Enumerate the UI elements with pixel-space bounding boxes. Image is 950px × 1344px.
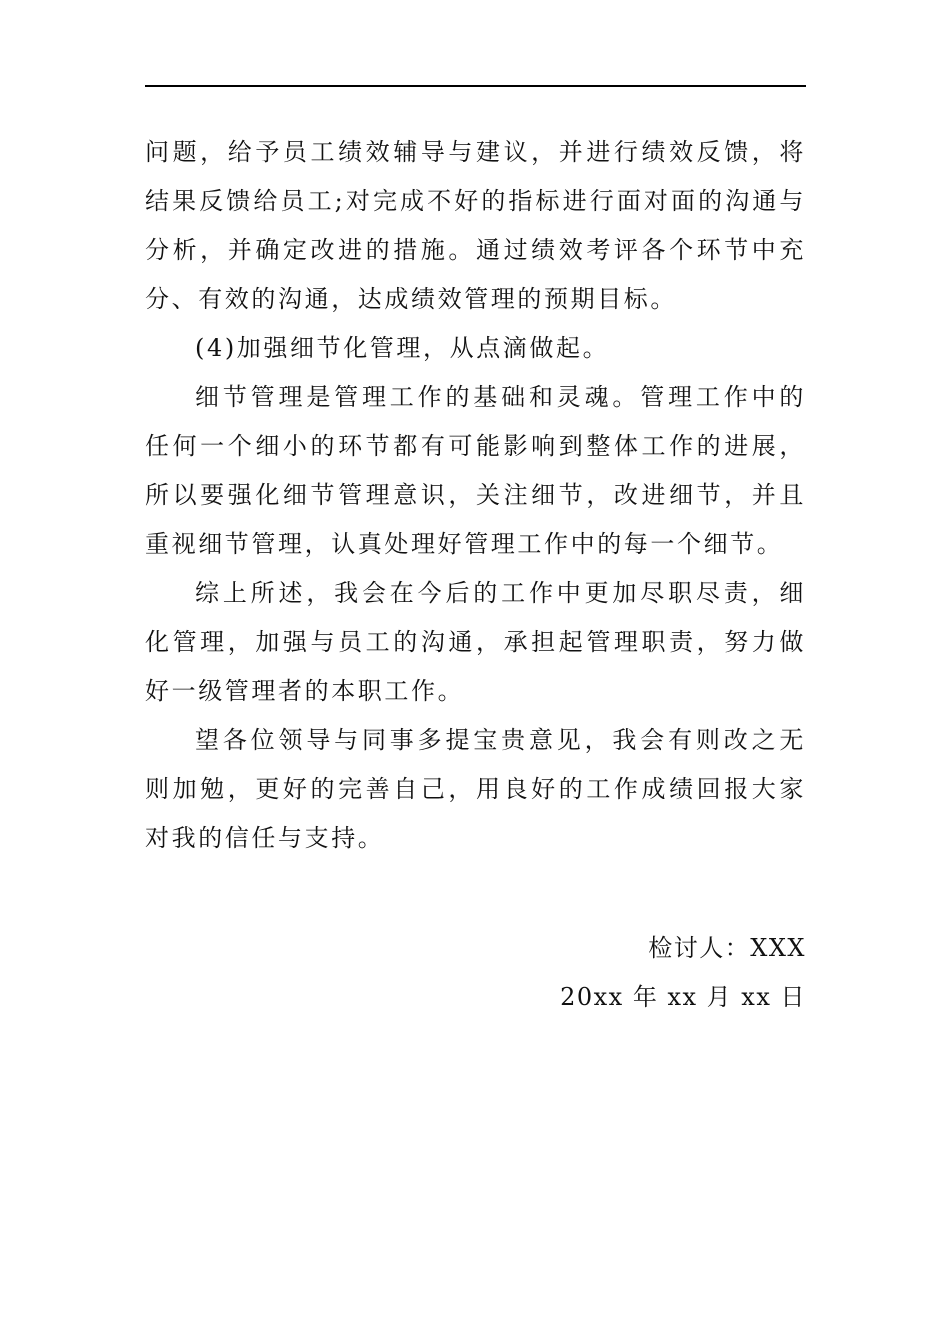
reviewer-name: 检讨人：XXX xyxy=(648,934,806,962)
paragraph-detail-management: 细节管理是管理工作的基础和灵魂。管理工作中的任何一个细小的环节都有可能影响到整体工作的进展，所以要强化细节管理意识，关注细节，改进细节，并且重视细节管理，认真处理好管理工作中的每一个细节。 xyxy=(145,383,806,558)
header-rule xyxy=(145,85,806,87)
paragraph-continuation: 问题，给予员工绩效辅导与建议，并进行绩效反馈，将结果反馈给员工;对完成不好的指标进行面对面的沟通与分析，并确定改进的措施。通过绩效考评各个环节中充分、有效的沟通，达成绩效管理的预期目标。 xyxy=(145,138,806,313)
paragraph-summary: 综上所述，我会在今后的工作中更加尽职尽责，细化管理，加强与员工的沟通，承担起管理职责，努力做好一级管理者的本职工作。 xyxy=(145,579,806,705)
signature-date: 20xx 年 xx 月 xx 日 xyxy=(560,983,806,1011)
signature-block xyxy=(560,924,806,1022)
section-heading-4: (4)加强细节化管理，从点滴做起。 xyxy=(195,334,610,362)
paragraph-closing: 望各位领导与同事多提宝贵意见，我会有则改之无则加勉，更好的完善自己，用良好的工作成绩回报大家对我的信任与支持。 xyxy=(145,726,806,852)
document-body xyxy=(145,128,806,863)
